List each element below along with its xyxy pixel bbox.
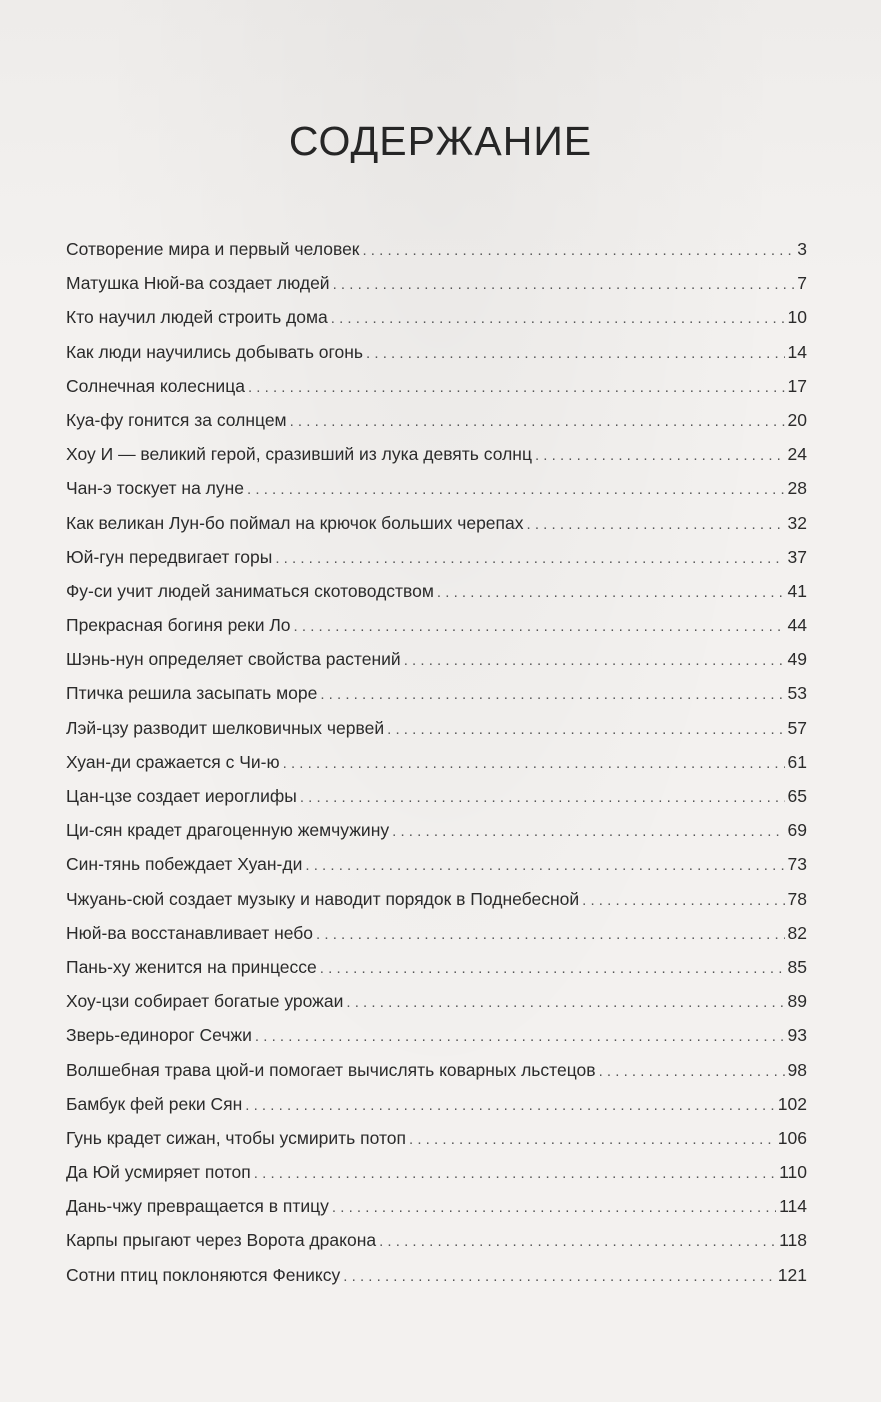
dot-leader xyxy=(247,473,784,507)
toc-entry-title: Волшебная трава цюй-и помогает вычислять коварных льстецов xyxy=(66,1059,596,1080)
toc-entry-page-number: 37 xyxy=(787,546,807,567)
dot-leader xyxy=(362,234,794,268)
toc-entry xyxy=(66,437,807,471)
dot-leader xyxy=(599,1055,785,1089)
toc-entry xyxy=(66,1223,807,1257)
toc-entry-page-number: 20 xyxy=(787,409,807,430)
toc-entry-title: Зверь-единорог Сечжи xyxy=(66,1025,252,1046)
toc-entry-title: Сотни птиц поклоняются Фениксу xyxy=(66,1264,341,1285)
dot-leader xyxy=(331,302,785,336)
toc-entry-page-number: 114 xyxy=(779,1196,807,1217)
toc-entry-page-number: 57 xyxy=(787,717,807,738)
toc-entry-page-number: 73 xyxy=(787,854,807,875)
toc-entry-page-number: 3 xyxy=(797,239,807,259)
toc-entry-title: Син-тянь побеждает Хуан-ди xyxy=(66,854,303,875)
dot-leader xyxy=(333,268,795,302)
dot-leader xyxy=(283,747,785,781)
toc-entry-title: Да Юй усмиряет потоп xyxy=(66,1162,251,1183)
toc-entry xyxy=(66,950,807,984)
dot-leader xyxy=(316,918,784,952)
toc-entry-title: Чжуань-сюй создает музыку и наводит порядок в Поднебесной xyxy=(66,888,580,909)
toc-entry-page-number: 98 xyxy=(787,1059,807,1080)
toc-entry-title: Нюй-ва восстанавливает небо xyxy=(66,922,314,943)
toc-entry xyxy=(66,1018,807,1052)
toc-entry-title: Хоу-цзи собирает богатые урожаи xyxy=(66,991,344,1012)
toc-entry xyxy=(66,266,807,300)
toc-entry-title: Сотворение мира и первый человек xyxy=(66,239,360,259)
page-title: СОДЕРЖАНИЕ xyxy=(288,118,593,164)
toc-entry-title: Цан-цзе создает иероглифы xyxy=(66,786,297,806)
toc-entry-page-number: 85 xyxy=(787,956,807,977)
toc-entry-title: Пань-ху женится на принцессе xyxy=(66,956,317,977)
toc-entry-page-number: 106 xyxy=(777,1127,807,1148)
toc-entry-page-number: 28 xyxy=(787,478,807,499)
toc-entry-page-number: 121 xyxy=(777,1264,807,1285)
toc-entry-page-number: 89 xyxy=(787,991,807,1012)
dot-leader xyxy=(320,678,784,712)
toc-entry-page-number: 93 xyxy=(787,1025,807,1046)
dot-leader xyxy=(254,1157,776,1191)
toc-entry xyxy=(66,540,807,574)
toc-entry-page-number: 53 xyxy=(787,683,807,704)
dot-leader xyxy=(300,781,785,815)
toc-entry-page-number: 7 xyxy=(797,273,807,294)
dot-leader xyxy=(290,405,785,439)
toc-entry-page-number: 41 xyxy=(787,580,807,601)
toc-entry-page-number: 78 xyxy=(787,888,807,909)
toc-entry-title: Лэй-цзу разводит шелковичных червей xyxy=(66,717,385,738)
dot-leader xyxy=(379,1225,776,1259)
toc-entry xyxy=(66,506,807,540)
dot-leader xyxy=(409,1123,775,1157)
toc-entry-page-number: 65 xyxy=(787,786,807,806)
toc-entry-title: Кто научил людей строить дома xyxy=(66,307,328,328)
toc-entry xyxy=(66,608,807,642)
toc-entry xyxy=(66,369,807,403)
toc-entry-title: Прекрасная богиня реки Ло xyxy=(66,615,291,636)
dot-leader xyxy=(404,644,785,678)
dot-leader xyxy=(387,713,784,747)
toc-entry-title: Хуан-ди сражается с Чи-ю xyxy=(66,751,280,772)
toc-entry-page-number: 44 xyxy=(787,615,807,636)
toc-entry-title: Дань-чжу превращается в птицу xyxy=(66,1196,329,1217)
toc-entry-title: Шэнь-нун определяет свойства растений xyxy=(66,649,401,670)
dot-leader xyxy=(582,884,784,918)
toc-entry-title: Фу-си учит людей заниматься скотоводством xyxy=(66,580,434,601)
toc-entry xyxy=(66,984,807,1018)
toc-entry-title: Гунь крадет сижан, чтобы усмирить потоп xyxy=(66,1127,407,1148)
toc-entry xyxy=(66,916,807,950)
toc-entry-page-number: 102 xyxy=(777,1093,807,1114)
toc-entry-page-number: 110 xyxy=(779,1162,807,1183)
toc-entry-title: Матушка Нюй-ва создает людей xyxy=(66,273,330,294)
toc-entry xyxy=(66,1121,807,1155)
toc-entry-title: Карпы прыгают через Ворота дракона xyxy=(66,1230,377,1251)
toc-entry-page-number: 49 xyxy=(787,649,807,670)
toc-entry xyxy=(66,882,807,916)
dot-leader xyxy=(392,815,784,849)
toc-entry-page-number: 32 xyxy=(787,512,807,533)
toc-entry xyxy=(66,403,807,437)
toc-entry-page-number: 118 xyxy=(779,1230,807,1251)
table-of-contents xyxy=(66,232,807,1292)
toc-entry-title: Юй-гун передвигает горы xyxy=(66,546,273,567)
toc-entry-page-number: 82 xyxy=(787,922,807,943)
toc-entry xyxy=(66,232,807,266)
toc-entry-title: Ци-сян крадет драгоценную жемчужину xyxy=(66,820,390,841)
toc-entry xyxy=(66,779,807,813)
toc-entry-title: Бамбук фей реки Сян xyxy=(66,1093,243,1114)
dot-leader xyxy=(527,508,785,542)
toc-entry xyxy=(66,642,807,676)
toc-entry-page-number: 24 xyxy=(787,444,807,465)
toc-entry xyxy=(66,471,807,505)
toc-entry xyxy=(66,574,807,608)
toc-entry xyxy=(66,1053,807,1087)
dot-leader xyxy=(346,986,784,1020)
toc-entry-title: Хоу И — великий герой, сразивший из лука девять солнц xyxy=(66,444,532,465)
toc-entry-title: Как люди научились добывать огонь xyxy=(66,341,364,362)
toc-entry-page-number: 14 xyxy=(787,341,807,362)
dot-leader xyxy=(255,1020,785,1054)
dot-leader xyxy=(294,610,785,644)
toc-entry xyxy=(66,813,807,847)
toc-entry xyxy=(66,847,807,881)
dot-leader xyxy=(437,576,785,610)
dot-leader xyxy=(535,439,785,473)
toc-entry xyxy=(66,1189,807,1223)
dot-leader xyxy=(305,849,784,883)
dot-leader xyxy=(343,1260,775,1294)
toc-entry-title: Птичка решила засыпать море xyxy=(66,683,318,704)
dot-leader xyxy=(245,1089,775,1123)
toc-entry-page-number: 17 xyxy=(787,375,807,396)
toc-entry xyxy=(66,1087,807,1121)
toc-entry-page-number: 69 xyxy=(787,820,807,841)
toc-entry-page-number: 61 xyxy=(787,751,807,772)
toc-entry xyxy=(66,1258,807,1292)
toc-entry xyxy=(66,335,807,369)
toc-entry-title: Как великан Лун-бо поймал на крючок больших черепах xyxy=(66,512,524,533)
toc-entry xyxy=(66,1155,807,1189)
toc-entry xyxy=(66,745,807,779)
dot-leader xyxy=(366,337,784,371)
dot-leader xyxy=(320,952,785,986)
toc-entry xyxy=(66,676,807,710)
dot-leader xyxy=(275,542,784,576)
dot-leader xyxy=(332,1191,776,1225)
dot-leader xyxy=(248,371,785,405)
toc-entry xyxy=(66,300,807,334)
toc-entry-title: Куа-фу гонится за солнцем xyxy=(66,409,287,430)
toc-entry-title: Солнечная колесница xyxy=(66,375,245,396)
toc-entry-title: Чан-э тоскует на луне xyxy=(66,478,245,499)
toc-entry-page-number: 10 xyxy=(787,307,807,328)
toc-entry xyxy=(66,711,807,745)
